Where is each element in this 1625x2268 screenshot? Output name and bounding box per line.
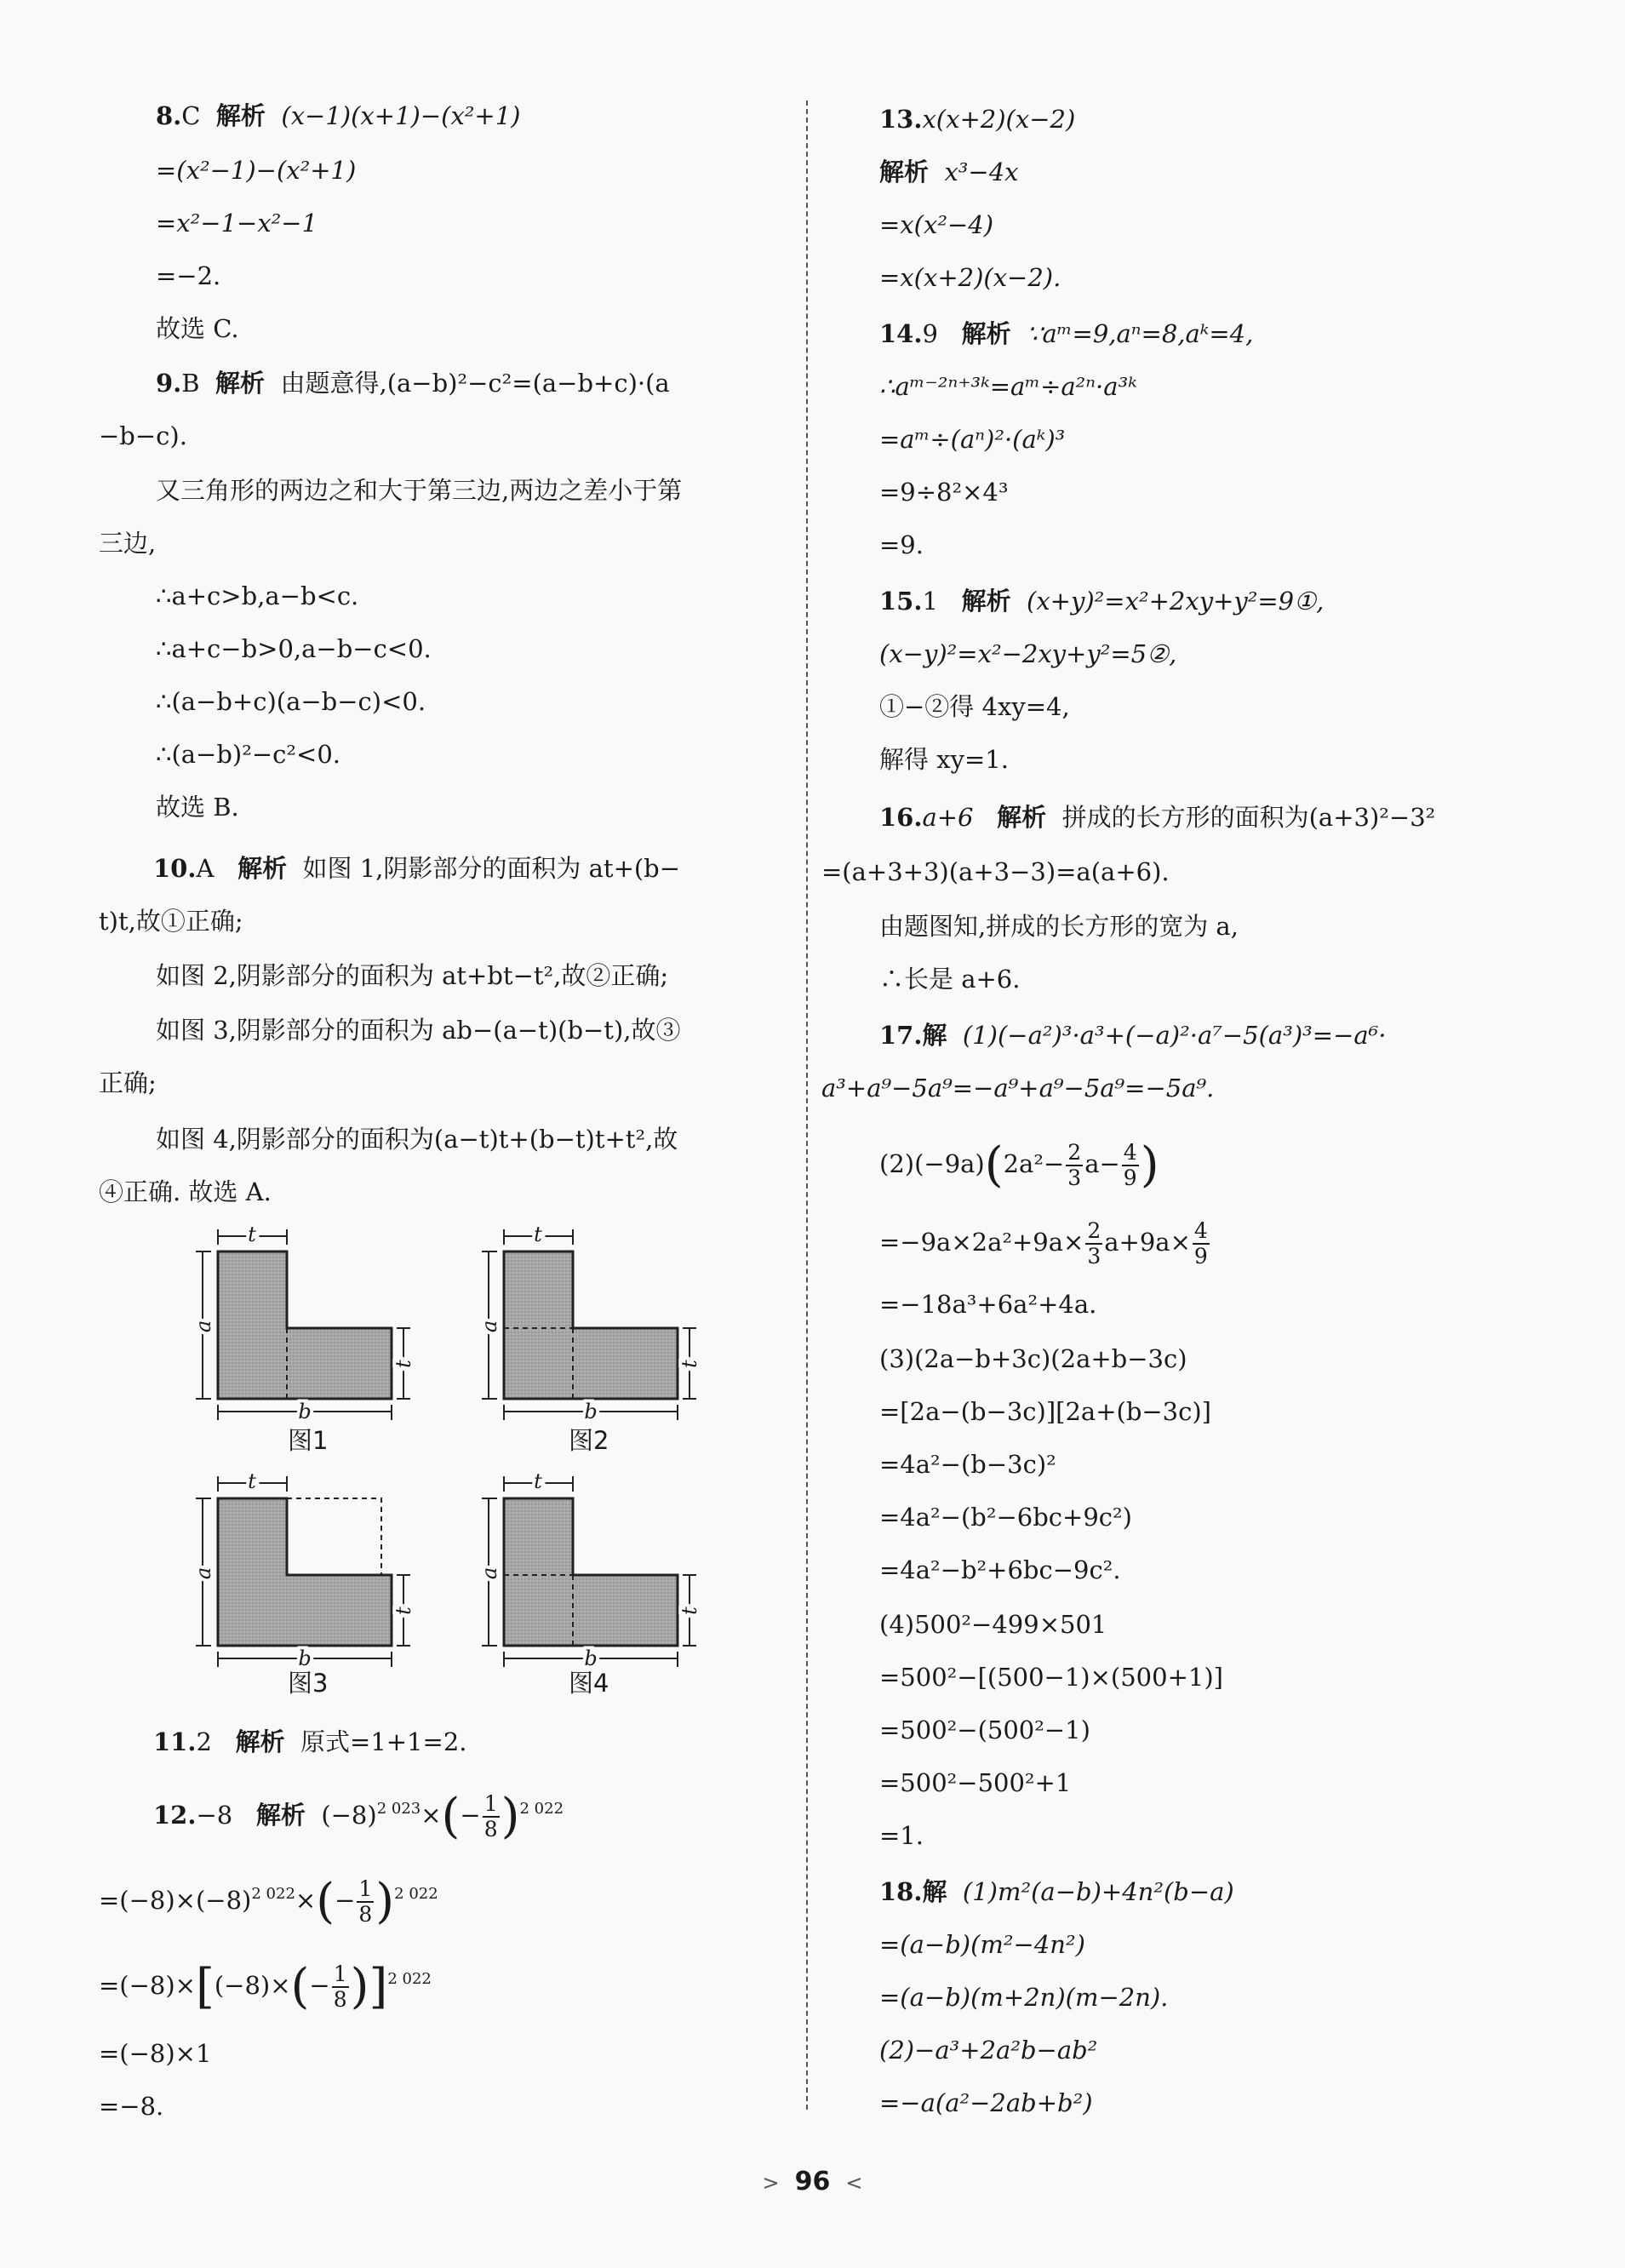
q11-line: 11.2 解析 原式=1+1=2. (153, 1727, 467, 1756)
q14-line-4: =9÷8²×4³ (879, 478, 1009, 507)
q17-line-13: =500²−(500²−1) (879, 1715, 1090, 1744)
fig1-label-b: b (298, 1400, 312, 1423)
q9-line-4: 三边, (99, 529, 157, 558)
q12-line-4: =(−8)×1 (99, 2039, 212, 2068)
fig1-label-t2: t (392, 1360, 415, 1368)
q9-line-2: −b−c). (99, 421, 187, 450)
q13-line-1: 13.x(x+2)(x−2) (879, 105, 1076, 134)
q17-line-2: a³+a⁹−5a⁹=−a⁹+a⁹−5a⁹=−5a⁹. (821, 1074, 1215, 1102)
figure-1-caption: 图1 (288, 1426, 329, 1455)
fig4-label-t2: t (678, 1606, 701, 1615)
q10-line-6: 如图 4,阴影部分的面积为(a−t)t+(b−t)t+t²,故 (156, 1125, 678, 1154)
q17-line-6: (3)(2a−b+3c)(2a+b−3c) (879, 1344, 1187, 1373)
q13-line-4: =x(x+2)(x−2). (879, 263, 1061, 292)
q16-line-4: ∴长是 a+6. (879, 965, 1021, 994)
fig3-label-t2: t (392, 1606, 415, 1615)
q17-line-12: =500²−[(500−1)×(500+1)] (879, 1663, 1223, 1692)
chevron-right-icon: > (762, 2171, 780, 2195)
q14-line-1: 14.9 解析 ∵aᵐ=9,aⁿ=8,aᵏ=4, (879, 319, 1254, 348)
fig3-label-a: a (192, 1566, 215, 1580)
q15-line-3: ①−②得 4xy=4, (879, 692, 1070, 721)
fig3-label-t: t (248, 1469, 256, 1493)
q8-line-2: =(x²−1)−(x²+1) (156, 156, 357, 185)
q9-line-7: ∴(a−b+c)(a−b−c)<0. (156, 687, 426, 716)
q17-line-3: (2)(−9a)(2a²− $\frac{2}{3}$ a− $\frac{4}{9}$ ) (879, 1137, 1159, 1193)
q15-line-4: 解得 xy=1. (879, 745, 1009, 774)
q13-line-3: =x(x²−4) (879, 210, 994, 239)
q17-line-9: =4a²−(b²−6bc+9c²) (879, 1503, 1132, 1532)
fig1-label-t: t (248, 1223, 256, 1246)
figure-4-caption: 图4 (569, 1669, 609, 1698)
q18-line-2: =(a−b)(m²−4n²) (879, 1930, 1085, 1959)
q17-line-11: (4)500²−499×501 (879, 1610, 1107, 1639)
area-figures (187, 1223, 701, 1703)
q8-line-1: 8.C 解析 (x−1)(x+1)−(x²+1) (156, 101, 521, 130)
figure-1 (192, 1223, 415, 1423)
q17-line-14: =500²−500²+1 (879, 1768, 1072, 1797)
q10-line-2: t)t,故①正确; (99, 907, 243, 936)
q10-line-5: 正确; (99, 1068, 157, 1097)
q13-line-2: 解析 x³−4x (879, 158, 1019, 186)
q14-line-3: =aᵐ÷(aⁿ)²·(aᵏ)³ (879, 425, 1066, 454)
fig1-label-a: a (192, 1320, 215, 1333)
q16-line-3: 由题图知,拼成的长方形的宽为 a, (879, 912, 1239, 941)
q12-line-1: 12.−8 解析 $(-8)^{2 023}\times(-$ $\frac{1}{8}$ )$^{2 022}$ (153, 1789, 564, 1844)
q18-line-4: (2)−a³+2a²b−ab² (879, 2036, 1098, 2065)
q9-line-6: ∴a+c−b>0,a−b−c<0. (156, 634, 432, 663)
q9-line-5: ∴a+c>b,a−b<c. (156, 581, 359, 610)
fig4-label-b: b (584, 1647, 598, 1670)
q9-line-1: 9.B 解析 由题意得,(a−b)²−c²=(a−b+c)·(a (156, 369, 670, 398)
q17-line-10: =4a²−b²+6bc−9c². (879, 1555, 1121, 1584)
q15-line-1: 15.1 解析 (x+y)²=x²+2xy+y²=9①, (879, 587, 1325, 616)
fig2-label-t: t (534, 1223, 542, 1246)
q18-line-1: 18.解 (1)m²(a−b)+4n²(b−a) (879, 1877, 1234, 1906)
q12-line-2: $=(-8)\times(-8)^{2 022}\times(-$ $\frac{1}{8}$ )$^{2 022}$ (99, 1874, 438, 1929)
q9-line-3: 又三角形的两边之和大于第三边,两边之差小于第 (156, 476, 683, 505)
q17-line-8: =4a²−(b−3c)² (879, 1450, 1056, 1479)
q12-line-5: =−8. (99, 2092, 164, 2121)
fig2-label-a: a (478, 1320, 501, 1333)
q15-line-2: (x−y)²=x²−2xy+y²=5②, (879, 639, 1177, 668)
q12-line-3: =(−8)×[(−8)×(− $\frac{1}{8}$ )]$^{2 022}$ (99, 1959, 432, 2014)
q10-line-1: 10.A 解析 如图 1,阴影部分的面积为 at+(b− (153, 854, 681, 883)
figure-3-caption: 图3 (288, 1669, 329, 1698)
q16-line-1: 16.a+6 解析 拼成的长方形的面积为(a+3)²−3² (879, 803, 1436, 832)
fig2-label-b: b (584, 1400, 598, 1423)
figure-2 (478, 1223, 701, 1423)
fig4-label-a: a (478, 1566, 501, 1580)
q10-line-7: ④正确. 故选 A. (99, 1177, 272, 1206)
q18-line-3: =(a−b)(m+2n)(m−2n). (879, 1983, 1169, 2012)
q18-line-5: =−a(a²−2ab+b²) (879, 2088, 1093, 2117)
fig2-label-t2: t (678, 1360, 701, 1368)
fig4-label-t: t (534, 1469, 542, 1493)
q8-line-3: =x²−1−x²−1 (156, 209, 318, 238)
q8-line-4: =−2. (156, 261, 221, 290)
chevron-left-icon: < (845, 2171, 863, 2195)
q17-line-1: 17.解 (1)(−a²)³·a³+(−a)²·a⁷−5(a³)³=−a⁶· (879, 1021, 1387, 1050)
q17-line-5: =−18a³+6a²+4a. (879, 1290, 1097, 1319)
fig3-label-b: b (298, 1647, 312, 1670)
column-divider (806, 100, 808, 2110)
q14-line-2: ∴aᵐ⁻²ⁿ⁺³ᵏ=aᵐ÷a²ⁿ·a³ᵏ (879, 372, 1137, 401)
q17-line-7: =[2a−(b−3c)][2a+(b−3c)] (879, 1397, 1211, 1426)
q8-line-5: 故选 C. (156, 314, 239, 343)
q9-line-9: 故选 B. (156, 793, 239, 822)
figure-3 (192, 1469, 415, 1670)
q10-line-3: 如图 2,阴影部分的面积为 at+bt−t²,故②正确; (156, 961, 669, 990)
q9-line-8: ∴(a−b)²−c²<0. (156, 740, 340, 769)
figure-4 (478, 1469, 701, 1670)
q17-line-15: =1. (879, 1821, 924, 1850)
page-number: > 96 < (762, 2167, 863, 2196)
q17-line-4: =−9a×2a²+9a× $\frac{2}{3}$ a+9a× $\frac{4}{9}$ (879, 1218, 1208, 1269)
q10-line-4: 如图 3,阴影部分的面积为 ab−(a−t)(b−t),故③ (156, 1016, 681, 1045)
q16-line-2: =(a+3+3)(a+3−3)=a(a+6). (821, 857, 1170, 886)
figure-2-caption: 图2 (569, 1426, 609, 1455)
q14-line-5: =9. (879, 530, 924, 559)
